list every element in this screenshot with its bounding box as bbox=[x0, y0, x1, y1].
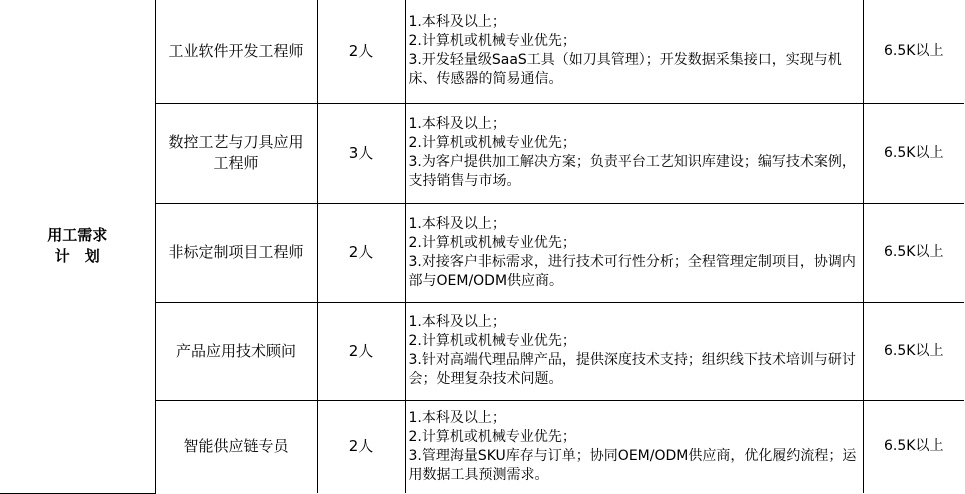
salary: 6.5K以上 bbox=[884, 42, 944, 59]
requirement-line: 1.本科及以上； bbox=[408, 116, 506, 132]
position-name: 非标定制项目工程师 bbox=[168, 243, 304, 261]
requirement-line: 2.计算机或机械专业优先； bbox=[408, 333, 576, 349]
position-name: 工业软件开发工程师 bbox=[168, 41, 304, 60]
salary-cell bbox=[863, 0, 964, 103]
salary: 6.5K以上 bbox=[884, 438, 944, 455]
position-cell bbox=[155, 0, 317, 103]
position-cell bbox=[155, 302, 317, 400]
headcount: 2人 bbox=[348, 341, 374, 360]
salary-cell bbox=[863, 400, 964, 493]
table-row bbox=[0, 0, 964, 103]
requirement-line: 1.本科及以上； bbox=[408, 314, 506, 330]
salary: 6.5K以上 bbox=[884, 144, 944, 161]
headcount-cell bbox=[317, 0, 405, 103]
headcount-cell bbox=[317, 103, 405, 203]
requirement-line: 2.计算机或机械专业优先； bbox=[408, 135, 576, 151]
headcount: 2人 bbox=[348, 41, 374, 60]
requirement-line: 2.计算机或机械专业优先； bbox=[408, 33, 576, 50]
headcount: 3人 bbox=[348, 143, 374, 162]
section-label: 用工需求 计 划 bbox=[47, 226, 108, 266]
headcount-cell bbox=[317, 400, 405, 493]
requirement-line: 3.对接客户非标需求，进行技术可行性分析；全程管理定制项目，协调内部与OEM/ODM供应商。 bbox=[408, 253, 856, 289]
salary-cell bbox=[863, 302, 964, 400]
requirement-line: 3.管理海量SKU库存与订单；协同OEM/ODM供应商，优化履约流程；运用数据工具预测需求。 bbox=[408, 447, 857, 483]
position-cell bbox=[155, 103, 317, 203]
requirement-line: 3.为客户提供加工解决方案；负责平台工艺知识库建设；编写技术案例，支持销售与市场。 bbox=[408, 154, 856, 189]
headcount: 2人 bbox=[348, 243, 374, 261]
position-name: 数控工艺与刀具应用工程师 bbox=[168, 133, 304, 172]
requirement-line: 2.计算机或机械专业优先； bbox=[408, 234, 576, 251]
requirements-cell bbox=[405, 302, 863, 400]
salary: 6.5K以上 bbox=[884, 342, 944, 359]
headcount-cell bbox=[317, 203, 405, 302]
requirement-line: 1.本科及以上； bbox=[408, 14, 506, 31]
section-label-cell bbox=[0, 0, 155, 493]
requirement-line: 2.计算机或机械专业优先； bbox=[408, 428, 576, 445]
requirement-line: 3.开发轻量级SaaS工具（如刀具管理）；开发数据采集接口，实现与机床、传感器的简易通信。 bbox=[408, 52, 842, 88]
requirements-cell bbox=[405, 103, 863, 203]
salary-cell bbox=[863, 103, 964, 203]
requirements-cell bbox=[405, 203, 863, 302]
position-cell bbox=[155, 203, 317, 302]
requirements-cell bbox=[405, 400, 863, 493]
position-name: 产品应用技术顾问 bbox=[175, 341, 296, 360]
requirement-line: 1.本科及以上； bbox=[408, 215, 506, 232]
position-cell bbox=[155, 400, 317, 493]
salary-cell bbox=[863, 203, 964, 302]
headcount-cell bbox=[317, 302, 405, 400]
position-name: 智能供应链专员 bbox=[183, 437, 289, 456]
salary: 6.5K以上 bbox=[884, 244, 944, 260]
headcount: 2人 bbox=[348, 437, 374, 456]
requirement-line: 1.本科及以上； bbox=[408, 409, 506, 426]
requirements-cell bbox=[405, 0, 863, 103]
requirement-line: 3.针对高端代理品牌产品，提供深度技术支持；组织线下技术培训与研讨会；处理复杂技术问题。 bbox=[408, 352, 856, 387]
